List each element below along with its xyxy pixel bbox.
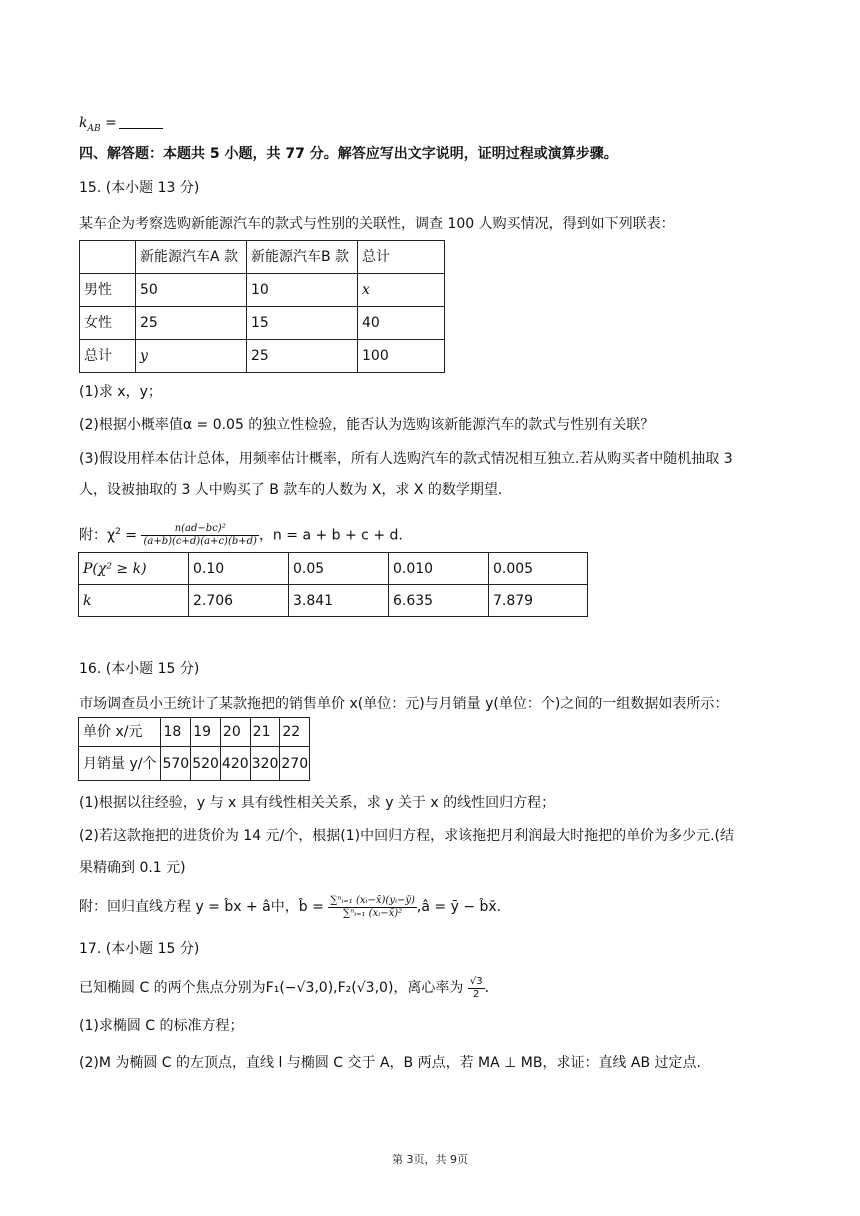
appendix-suffix: ，n = a + b + c + d. bbox=[258, 527, 403, 544]
appendix-suffix: ,â = ȳ − b̂x̄. bbox=[416, 899, 502, 915]
table-cell: 6.635 bbox=[389, 585, 489, 617]
formula-denominator: ∑ⁿᵢ₌₁ (xᵢ−x̄)² bbox=[343, 907, 403, 919]
table-cell: 15 bbox=[247, 307, 358, 340]
table-cell: 100 bbox=[358, 340, 445, 373]
q15-header: 15. (本小题 13 分) bbox=[79, 180, 200, 196]
table-cell: 0.010 bbox=[389, 553, 489, 585]
table-cell: 0.05 bbox=[289, 553, 389, 585]
q17-intro bbox=[79, 974, 489, 1002]
table-row bbox=[80, 241, 445, 274]
table-cell: k bbox=[79, 585, 189, 617]
table-cell: 10 bbox=[247, 274, 358, 307]
table-cell: y bbox=[136, 340, 247, 373]
table-cell: 0.10 bbox=[189, 553, 289, 585]
q15-contingency-table bbox=[79, 240, 445, 373]
q16-part2b: 果精确到 0.1 元) bbox=[79, 860, 186, 876]
table-row bbox=[79, 585, 588, 617]
table-cell: 总计 bbox=[358, 241, 445, 274]
q15-intro: 某车企为考察选购新能源汽车的款式与性别的关联性，调查 100 人购买情况，得到如下列联表： bbox=[79, 216, 675, 232]
q15-appendix: 附：$\chi^2$ = $\frac{\text{n(ad−bc)²}}{(a+b)(c+d)(a+c)(b+d)}$ ，n = a + b + c + d. bbox=[79, 523, 403, 548]
appendix-prefix: 附：回归直线方程 y = b̂x + â中，b̂ = bbox=[79, 899, 324, 915]
q16-data-table bbox=[78, 717, 310, 781]
kab-label: k bbox=[79, 115, 88, 131]
table-cell: 女性 bbox=[80, 307, 136, 340]
table-row bbox=[80, 274, 445, 307]
table-row bbox=[80, 340, 445, 373]
q15-part2: (2)根据小概率值α = 0.05 的独立性检验，能否认为选购该新能源汽车的款式与性别有关联？ bbox=[79, 417, 655, 433]
table-cell: 2.706 bbox=[189, 585, 289, 617]
q15-part3a: (3)假设用样本估计总体，用频率估计概率，所有人选购汽车的款式情况相互独立.若从购买者中随机抽取 3 bbox=[79, 451, 733, 467]
table-cell: 270 bbox=[280, 747, 310, 781]
chi-square-formula bbox=[141, 523, 258, 548]
q17-part2: (2)M 为椭圆 C 的左顶点，直线 l 与椭圆 C 交于 A，B 两点，若 MA ⊥ MB，求证：直线 AB 过定点. bbox=[79, 1055, 702, 1071]
table-cell: 570 bbox=[161, 747, 191, 781]
table-cell: 总计 bbox=[80, 340, 136, 373]
q16-part1: (1)根据以往经验，y 与 x 具有线性相关关系，求 y 关于 x 的线性回归方程； bbox=[79, 795, 556, 811]
table-cell: 50 bbox=[136, 274, 247, 307]
q16-header: 16. (本小题 15 分) bbox=[79, 661, 200, 677]
table-cell: 420 bbox=[220, 747, 250, 781]
table-cell: 25 bbox=[136, 307, 247, 340]
table-cell: 320 bbox=[250, 747, 280, 781]
table-cell: 520 bbox=[191, 747, 221, 781]
table-cell bbox=[80, 241, 136, 274]
page-footer: 第 3页，共 9页 bbox=[392, 1153, 468, 1166]
table-cell: 单价 x/元 bbox=[79, 718, 161, 747]
table-cell: 25 bbox=[247, 340, 358, 373]
q16-appendix bbox=[79, 893, 501, 921]
table-cell: 21 bbox=[250, 718, 280, 747]
table-row bbox=[80, 307, 445, 340]
q17-header: 17. (本小题 15 分) bbox=[79, 941, 200, 957]
fraction-denominator: 2 bbox=[473, 988, 480, 1000]
table-cell: 22 bbox=[280, 718, 310, 747]
table-cell: 18 bbox=[161, 718, 191, 747]
table-row bbox=[79, 718, 310, 747]
table-cell: 7.879 bbox=[489, 585, 588, 617]
table-cell: 0.005 bbox=[489, 553, 588, 585]
table-cell: 月销量 y/个 bbox=[79, 747, 161, 781]
kab-subscript: AB bbox=[87, 123, 101, 134]
q15-part1: (1)求 x，y； bbox=[79, 384, 162, 400]
table-cell: 新能源汽车A 款 bbox=[136, 241, 247, 274]
q17-part1: (1)求椭圆 C 的标准方程； bbox=[79, 1018, 244, 1034]
formula-denominator: (a+b)(c+d)(a+c)(b+d) bbox=[143, 536, 257, 548]
answer-blank bbox=[119, 114, 163, 129]
eccentricity-fraction bbox=[468, 976, 485, 1001]
formula-numerator: n(ad−bc)² bbox=[141, 523, 258, 536]
intro-suffix: . bbox=[484, 980, 490, 996]
table-cell: x bbox=[358, 274, 445, 307]
appendix-prefix: 附：χ bbox=[79, 527, 116, 544]
table-cell: 3.841 bbox=[289, 585, 389, 617]
q16-part2a: (2)若这款拖把的进货价为 14 元/个，根据(1)中回归方程，求该拖把月利润最大时拖把的单价为多少元.(结 bbox=[79, 828, 735, 844]
table-cell: P(χ² ≥ k) bbox=[79, 553, 189, 585]
intro-prefix: 已知椭圆 C 的两个焦点分别为F₁(−√3,0),F₂(√3,0)，离心率为 bbox=[79, 980, 464, 996]
q15-part3b: 人，设被抽取的 3 人中购买了 B 款车的人数为 X，求 X 的数学期望. bbox=[79, 482, 503, 498]
section-heading: 四、解答题：本题共 5 小题，共 77 分。解答应写出文字说明，证明过程或演算步骤。 bbox=[79, 146, 618, 162]
q15-critical-value-table bbox=[78, 552, 588, 617]
table-cell: 男性 bbox=[80, 274, 136, 307]
table-cell: 40 bbox=[358, 307, 445, 340]
table-cell: 新能源汽车B 款 bbox=[247, 241, 358, 274]
kab-line bbox=[79, 113, 163, 139]
kab-equals: = bbox=[105, 115, 117, 131]
table-row bbox=[79, 553, 588, 585]
regression-formula bbox=[328, 895, 417, 920]
table-row bbox=[79, 747, 310, 781]
fraction-numerator: √3 bbox=[469, 975, 483, 987]
q16-intro: 市场调查员小王统计了某款拖把的销售单价 x(单位：元)与月销量 y(单位：个)之间的一组数据如表所示： bbox=[79, 696, 729, 712]
formula-numerator: ∑ⁿᵢ₌₁ (xᵢ−x̄)(yᵢ−ȳ) bbox=[330, 894, 415, 906]
table-cell: 20 bbox=[220, 718, 250, 747]
table-cell: 19 bbox=[191, 718, 221, 747]
